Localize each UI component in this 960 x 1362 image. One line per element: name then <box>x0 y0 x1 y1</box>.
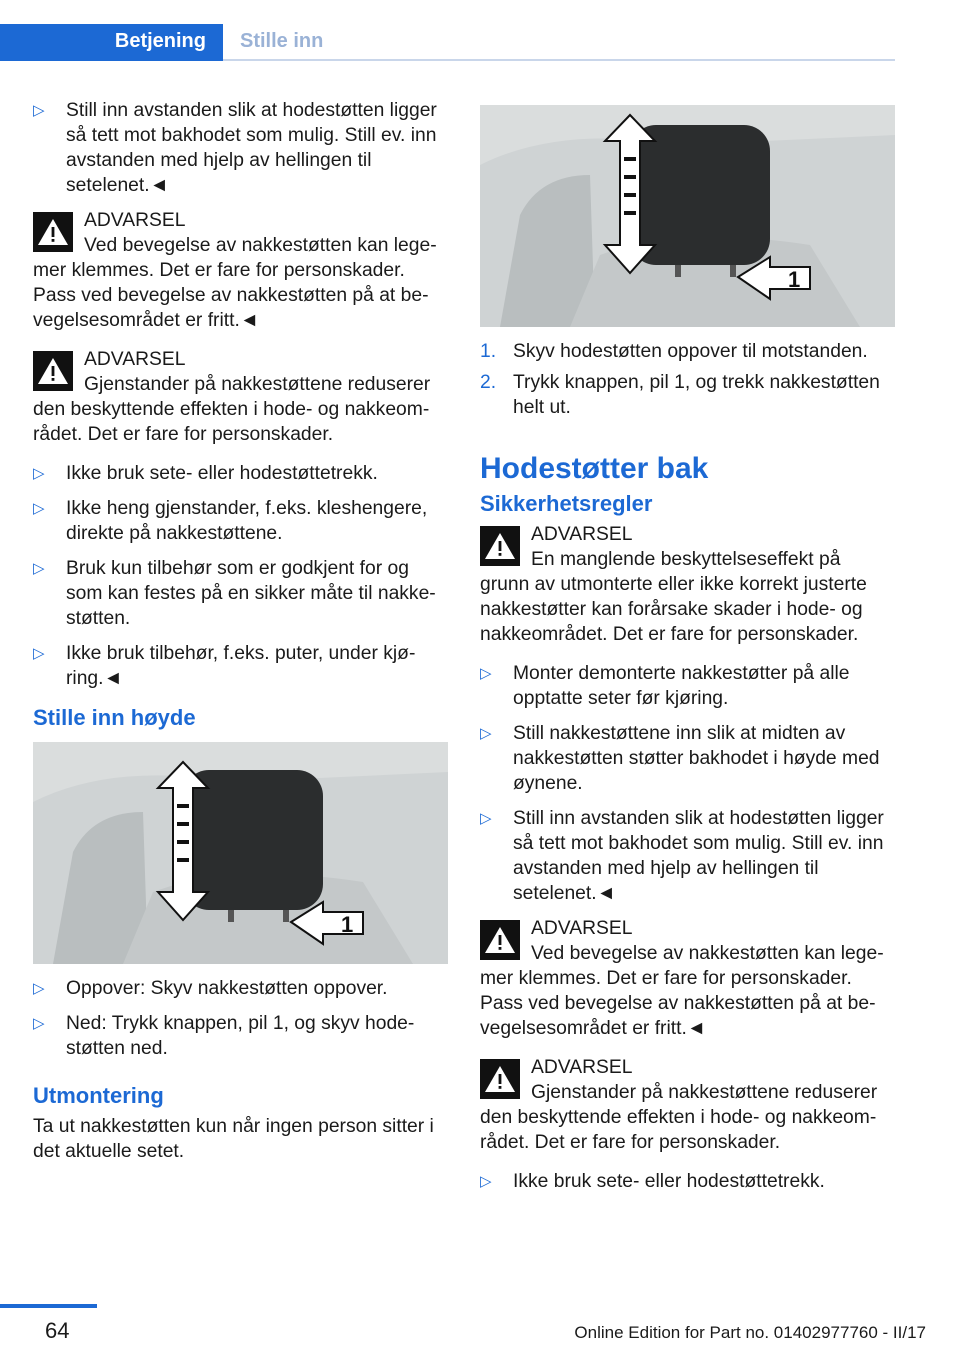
triangle-bullet-icon: ▷ <box>33 465 45 482</box>
warning-title: ADVARSEL <box>531 1057 633 1078</box>
triangle-bullet-icon: ▷ <box>480 725 492 742</box>
list-item <box>33 976 448 1001</box>
list-item <box>33 556 448 631</box>
triangle-bullet-icon: ▷ <box>33 980 45 997</box>
section-heading-safety: Sikkerhetsregler <box>480 491 653 516</box>
list-item-text: Ikke heng gjenstander, f.eks. kleshengere, direkte på nakkestøttene. <box>66 498 428 544</box>
page-number: 64 <box>45 1318 70 1343</box>
warning-text: Gjenstander på nakkestøttene reduserer den beskyttende effekten i hode- og nakkeområdet. Det er fare for personskader. <box>480 1082 878 1153</box>
list-item-text: Ikke bruk sete- eller hodestøttetrekk. <box>66 463 378 484</box>
edition-note: Online Edition for Part no. 01402977760 - II/17 <box>574 1323 926 1342</box>
list-item-text: Ikke bruk tilbehør, f.eks. puter, under kjøring.◄ <box>66 643 416 689</box>
triangle-bullet-icon: ▷ <box>33 1015 45 1032</box>
warning-title: ADVARSEL <box>84 349 186 370</box>
photo-callout-label: 1 <box>788 267 801 292</box>
list-item-text: Still nakkestøttene inn slik at midten av nakkestøtten støtter bakhodet i høyde med øynene. <box>513 723 880 794</box>
warning-block <box>33 347 448 447</box>
list-item-text: Monter demonterte nakkestøtter på alle opptatte seter før kjøring. <box>513 663 850 709</box>
warning-text: Gjenstander på nakkestøttene reduserer den beskyttende effekten i hode- og nakkeområdet. Det er fare for personskader. <box>33 374 431 445</box>
warning-title: ADVARSEL <box>84 210 186 231</box>
warning-triangle-icon <box>480 920 520 960</box>
list-item <box>480 721 895 796</box>
warning-triangle-icon <box>33 212 73 252</box>
header-tabs <box>0 24 895 62</box>
footer-rule <box>0 1304 97 1308</box>
headrest-photo <box>480 105 895 327</box>
list-item <box>33 1011 448 1061</box>
list-item <box>480 339 895 364</box>
list-item <box>33 461 448 486</box>
list-item-text: Trykk knappen, pil 1, og trekk nakkestøtten helt ut. <box>513 372 880 418</box>
tab-betjening-label: Betjening <box>114 30 206 52</box>
section-heading-height: Stille inn høyde <box>33 705 196 730</box>
list-item <box>480 806 895 906</box>
triangle-bullet-icon: ▷ <box>33 102 45 119</box>
section-heading-removal: Utmontering <box>33 1083 164 1108</box>
tab-stille-inn[interactable]: Stille inn <box>240 30 324 52</box>
warning-block <box>33 208 448 333</box>
warning-text: En manglende beskyttelseseffekt på grunn av utmonterte eller ikke korrekt justerte nakkestøtter kan forårsake skader i hode- og nakkeområdet. Det er fare for personskader. <box>480 549 867 645</box>
warning-text: Ved bevegelse av nakkestøtten kan legemer klemmes. Det er fare for personskader. Pass ved bevegelse av nakkestøtten på at bevegelsesområdet er fritt.◄ <box>480 943 884 1039</box>
list-item-text: Skyv hodestøtten oppover til motstanden. <box>513 341 868 362</box>
triangle-bullet-icon: ▷ <box>33 500 45 517</box>
removal-text: Ta ut nakkestøtten kun når ingen person sitter i det aktuelle setet. <box>33 1116 434 1162</box>
right-column <box>480 105 895 1204</box>
step-number: 2. <box>480 372 497 393</box>
warning-title: ADVARSEL <box>531 524 633 545</box>
warning-text: Ved bevegelse av nakkestøtten kan legemer klemmes. Det er fare for personskader. Pass ved bevegelse av nakkestøtten på at bevegelsesområdet er fritt.◄ <box>33 235 437 331</box>
photo-callout-label: 1 <box>341 912 354 937</box>
warning-title: ADVARSEL <box>531 918 633 939</box>
warning-triangle-icon <box>480 1059 520 1099</box>
list-item-text: Still inn avstanden slik at hodestøtten ligger så tett mot bakhodet som mulig. Still ev. inn avstanden med hjelp av hellingen til setelenet.◄ <box>66 100 437 196</box>
warning-block <box>480 1055 895 1155</box>
step-number: 1. <box>480 341 497 362</box>
triangle-bullet-icon: ▷ <box>33 560 45 577</box>
list-item <box>33 98 448 198</box>
warning-block <box>480 916 895 1041</box>
list-item-text: Oppover: Skyv nakkestøtten oppover. <box>66 978 388 999</box>
list-item <box>480 370 895 420</box>
list-item-text: Ned: Trykk knappen, pil 1, og skyv hodestøtten ned. <box>66 1013 415 1059</box>
triangle-bullet-icon: ▷ <box>33 645 45 662</box>
list-item <box>480 1169 895 1194</box>
page-section-title: Hodestøtter bak <box>480 452 709 485</box>
headrest-photo <box>33 742 448 964</box>
warning-block <box>480 522 895 647</box>
list-item-text: Ikke bruk sete- eller hodestøttetrekk. <box>513 1171 825 1192</box>
list-item-text: Bruk kun tilbehør som er godkjent for og som kan festes på en sikker måte til nakkestøtten. <box>66 558 436 629</box>
triangle-bullet-icon: ▷ <box>480 665 492 682</box>
list-item <box>480 661 895 711</box>
list-item <box>33 496 448 546</box>
header-rule <box>223 59 895 61</box>
triangle-bullet-icon: ▷ <box>480 1173 492 1190</box>
warning-triangle-icon <box>33 351 73 391</box>
left-column <box>33 98 448 1164</box>
list-item <box>33 641 448 691</box>
tab-betjening[interactable] <box>0 24 223 61</box>
warning-triangle-icon <box>480 526 520 566</box>
triangle-bullet-icon: ▷ <box>480 810 492 827</box>
list-item-text: Still inn avstanden slik at hodestøtten ligger så tett mot bakhodet som mulig. Still ev. inn avstanden med hjelp av hellingen til setelenet.◄ <box>513 808 884 904</box>
